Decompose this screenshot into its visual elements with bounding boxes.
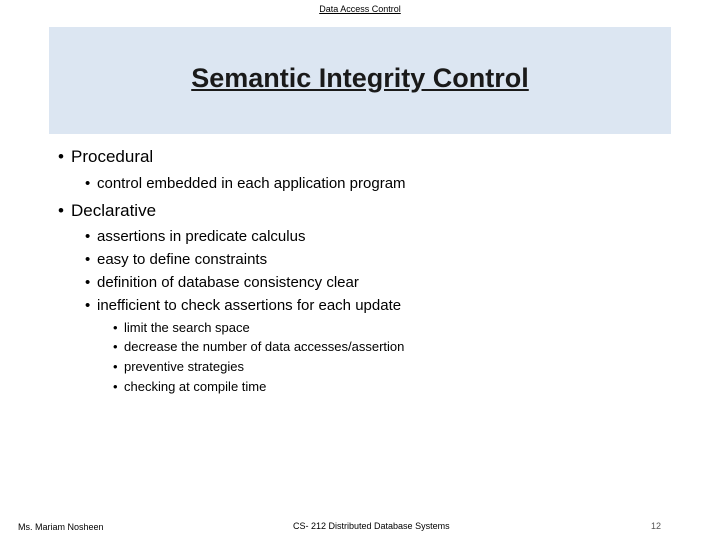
bullet-icon: • bbox=[58, 147, 64, 166]
bullet-icon: • bbox=[113, 320, 118, 335]
sub-bullet-text: control embedded in each application program bbox=[97, 175, 406, 192]
bullet-icon: • bbox=[85, 175, 91, 192]
bullet-icon: • bbox=[113, 359, 118, 374]
slide-title: Semantic Integrity Control bbox=[191, 63, 529, 93]
sub-bullet-text: inefficient to check assertions for each update bbox=[97, 297, 402, 314]
bullet-icon: • bbox=[113, 339, 118, 354]
sub-bullet-text: assertions in predicate calculus bbox=[97, 228, 306, 245]
footer-page-number: 12 bbox=[651, 521, 662, 531]
bullet-icon: • bbox=[85, 274, 91, 291]
sub-sub-bullet-text: checking at compile time bbox=[124, 379, 267, 394]
bullet-icon: • bbox=[58, 201, 64, 220]
bullet-label: Declarative bbox=[71, 201, 157, 220]
slide-header: Data Access Control bbox=[319, 4, 401, 14]
sub-sub-bullet-text: limit the search space bbox=[124, 320, 250, 335]
sub-bullet-text: definition of database consistency clear bbox=[97, 274, 359, 291]
footer-course: CS- 212 Distributed Database Systems bbox=[293, 521, 450, 531]
footer-author: Ms. Mariam Nosheen bbox=[18, 522, 104, 532]
sub-bullet-text: easy to define constraints bbox=[97, 251, 268, 268]
sub-sub-bullet-text: decrease the number of data accesses/assertion bbox=[124, 339, 405, 354]
bullet-icon: • bbox=[113, 379, 118, 394]
bullet-icon: • bbox=[85, 228, 91, 245]
bullet-icon: • bbox=[85, 251, 91, 268]
bullet-icon: • bbox=[85, 297, 91, 314]
bullet-label: Procedural bbox=[71, 147, 154, 166]
sub-sub-bullet-text: preventive strategies bbox=[124, 359, 244, 374]
